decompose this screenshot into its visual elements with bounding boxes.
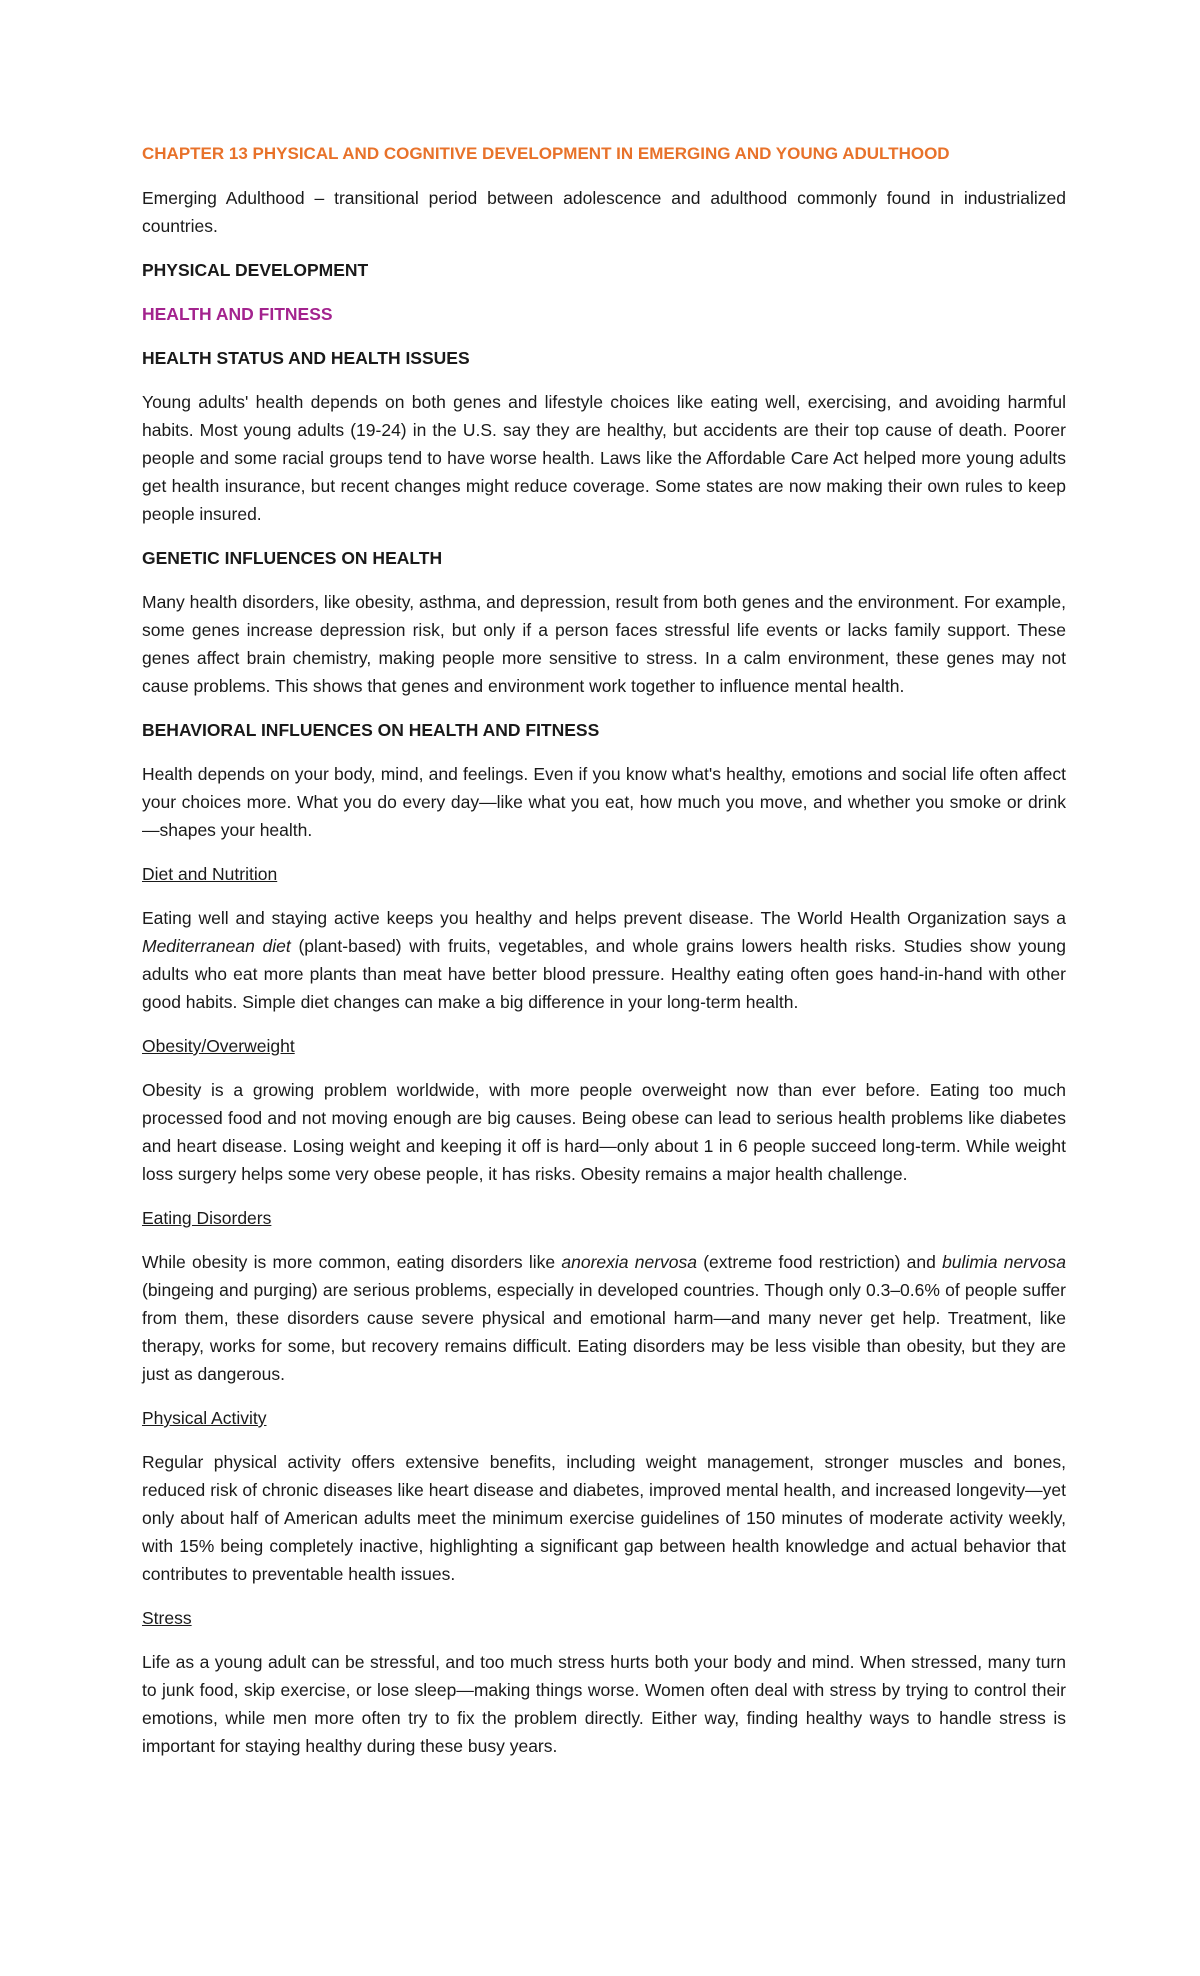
heading-behavioral-influences: BEHAVIORAL INFLUENCES ON HEALTH AND FITNESS [142,720,600,740]
paragraph-obesity: Obesity is a growing problem worldwide, with more people overweight now than ever before. Eating too much processed food and not moving enough are big causes. Being obese can lead to serious health problems like diabetes and heart disease. Losing weight and keeping it off is hard—only about 1 in 6 people succeed long-term. While weight loss surgery helps some very obese people, it has risks. Obesity remains a major health challenge. [142,1080,1066,1184]
subheading-diet-and-nutrition: Diet and Nutrition [142,864,278,884]
heading-genetic-influences: GENETIC INFLUENCES ON HEALTH [142,548,443,568]
paragraph-physical-activity: Regular physical activity offers extensive benefits, including weight management, stronger muscles and bones, reduced risk of chronic diseases like heart disease and diabetes, improved mental health, and increased longevity—yet only about half of American adults meet the minimum exercise guidelines of 150 minutes of moderate activity weekly, with 15% being completely inactive, highlighting a significant gap between health knowledge and actual behavior that contributes to preventable health issues. [142,1452,1066,1584]
heading-health-status: HEALTH STATUS AND HEALTH ISSUES [142,348,470,368]
heading-health-and-fitness: HEALTH AND FITNESS [142,304,333,324]
chapter-title: CHAPTER 13 PHYSICAL AND COGNITIVE DEVELOPMENT IN EMERGING AND YOUNG ADULTHOOD [142,144,950,163]
document-page [142,140,1066,1776]
heading-physical-development: PHYSICAL DEVELOPMENT [142,260,369,280]
subheading-obesity: Obesity/Overweight [142,1036,295,1056]
eating-text-part2: (extreme food restriction) and [696,1252,943,1272]
paragraph-diet-and-nutrition [142,904,1066,1016]
paragraph-eating-disorders [142,1248,1066,1388]
paragraph-behavioral-influences: Health depends on your body, mind, and feelings. Even if you know what's healthy, emotions and social life often affect your choices more. What you do every day—like what you eat, how much you move, and whether you smoke or drink—shapes your health. [142,764,1066,840]
paragraph-genetic-influences: Many health disorders, like obesity, asthma, and depression, result from both genes and the environment. For example, some genes increase depression risk, but only if a person faces stressful life events or lacks family support. These genes affect brain chemistry, making people more sensitive to stress. In a calm environment, these genes may not cause problems. This shows that genes and environment work together to influence mental health. [142,592,1066,696]
subheading-eating-disorders: Eating Disorders [142,1208,272,1228]
paragraph-stress: Life as a young adult can be stressful, and too much stress hurts both your body and mind. When stressed, many turn to junk food, skip exercise, or lose sleep—making things worse. Women often deal with stress by trying to control their emotions, while men more often try to fix the problem directly. Either way, finding healthy ways to handle stress is important for staying healthy during these busy years. [142,1652,1066,1756]
subheading-physical-activity: Physical Activity [142,1408,267,1428]
paragraph-health-status: Young adults' health depends on both genes and lifestyle choices like eating well, exercising, and avoiding harmful habits. Most young adults (19-24) in the U.S. say they are healthy, but accidents are their top cause of death. Poorer people and some racial groups tend to have worse health. Laws like the Affordable Care Act helped more young adults get health insurance, but recent changes might reduce coverage. Some states are now making their own rules to keep people insured. [142,392,1066,524]
subheading-stress: Stress [142,1608,192,1628]
eating-text-part1: While obesity is more common, eating disorders like [142,1252,562,1272]
diet-italic-mediterranean: Mediterranean diet [142,936,291,956]
diet-text-part2: (plant-based) with fruits, vegetables, and whole grains lowers health risks. Studies show young adults who eat more plants than meat have better blood pressure. Healthy eating often goes hand-in-hand with other good habits. Simple diet changes can make a big difference in your long-term health. [142,936,1066,1012]
eating-text-part3: (bingeing and purging) are serious problems, especially in developed countries. Though only 0.3–0.6% of people suffer from them, these disorders cause severe physical and emotional harm—and many never get help. Treatment, like therapy, works for some, but recovery remains difficult. Eating disorders may be less visible than obesity, but they are just as dangerous. [142,1280,1066,1384]
eating-italic-bulimia: bulimia nervosa [942,1252,1066,1272]
intro-paragraph: Emerging Adulthood – transitional period between adolescence and adulthood commonly found in industrialized countries. [142,188,1066,236]
diet-text-part1: Eating well and staying active keeps you healthy and helps prevent disease. The World Health Organization says a [142,908,1066,928]
eating-italic-anorexia: anorexia nervosa [561,1252,697,1272]
